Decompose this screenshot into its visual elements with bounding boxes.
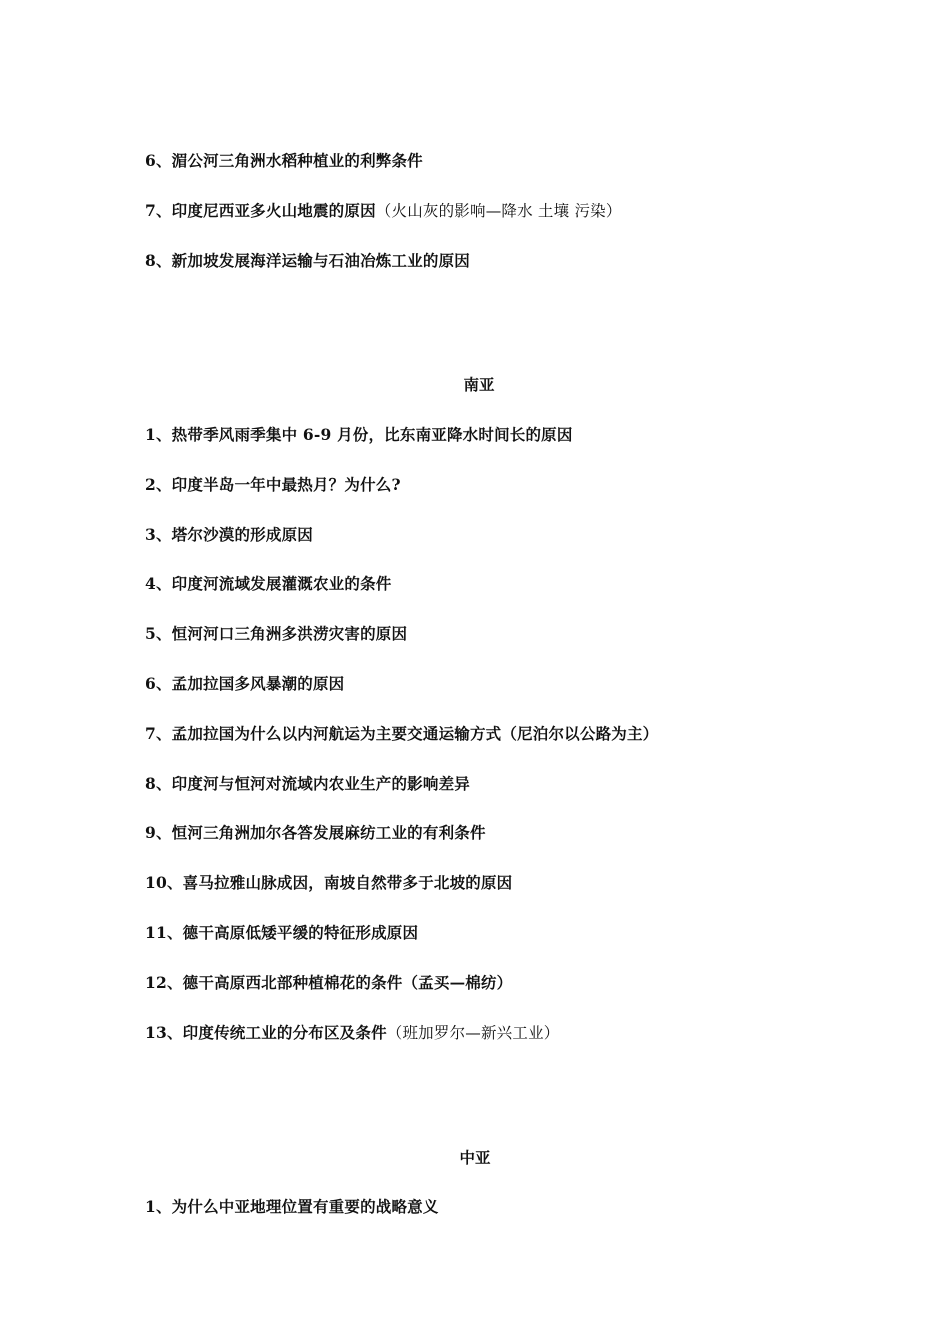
question-text: 1、为什么中亚地理位置有重要的战略意义	[145, 1197, 439, 1216]
question-text: 9、恒河三角洲加尔各答发展麻纺工业的有利条件	[145, 823, 486, 842]
question-line	[145, 823, 486, 843]
question-line	[145, 873, 512, 893]
question-line	[145, 475, 401, 495]
question-text: 8、印度河与恒河对流域内农业生产的影响差异	[145, 774, 470, 793]
question-line	[145, 624, 407, 644]
question-note: （火山灰的影响—降水 土壤 污染）	[375, 202, 622, 220]
question-text: 4、印度河流域发展灌溉农业的条件	[145, 574, 392, 593]
question-line	[145, 201, 622, 221]
question-line	[145, 674, 344, 694]
question-text: 3、塔尔沙漠的形成原因	[145, 525, 313, 544]
question-line	[145, 973, 512, 993]
question-note: （班加罗尔—新兴工业）	[386, 1024, 560, 1042]
question-line	[145, 774, 470, 794]
question-text: 6、湄公河三角洲水稻种植业的利弊条件	[145, 151, 423, 170]
question-line	[145, 251, 470, 271]
question-line	[145, 923, 418, 943]
question-line	[145, 425, 573, 445]
section-heading-south-asia: 南亚	[463, 375, 495, 394]
question-text: 1、热带季风雨季集中 6-9 月份，比东南亚降水时间长的原因	[145, 425, 573, 444]
question-text: 8、新加坡发展海洋运输与石油冶炼工业的原因	[145, 251, 470, 270]
question-text: 2、印度半岛一年中最热月？为什么?	[145, 475, 401, 494]
question-text: 13、印度传统工业的分布区及条件	[145, 1023, 387, 1042]
question-line	[145, 1023, 559, 1043]
question-text: 11、德干高原低矮平缓的特征形成原因	[145, 923, 419, 942]
section-heading-central-asia: 中亚	[459, 1148, 491, 1167]
question-text: 6、孟加拉国多风暴潮的原因	[145, 674, 345, 693]
question-text: 7、印度尼西亚多火山地震的原因	[145, 201, 376, 220]
question-text: 10、喜马拉雅山脉成因，南坡自然带多于北坡的原因	[145, 873, 513, 892]
question-line	[145, 724, 658, 744]
question-text: 12、德干高原西北部种植棉花的条件（孟买—棉纺）	[145, 973, 513, 992]
question-line	[145, 525, 313, 545]
question-line	[145, 151, 423, 171]
question-text: 7、孟加拉国为什么以内河航运为主要交通运输方式（尼泊尔以公路为主）	[145, 724, 659, 743]
question-text: 5、恒河河口三角洲多洪涝灾害的原因	[145, 624, 408, 643]
question-line	[145, 574, 392, 594]
question-line	[145, 1197, 439, 1217]
